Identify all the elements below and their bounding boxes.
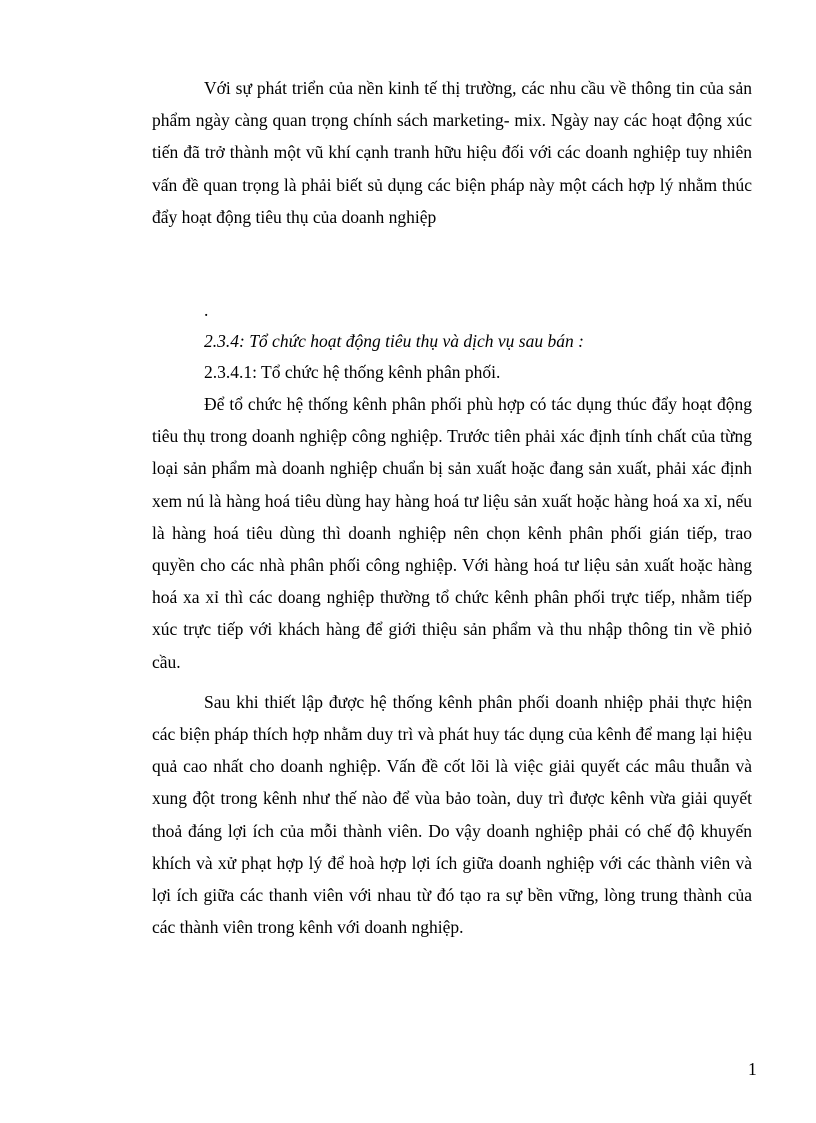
- document-page: [152, 72, 752, 943]
- paragraph-intro: Với sự phát triển của nền kinh tế thị trường, các nhu cầu về thông tin của sản phẩm ngày càng quan trọng chính sách marketing- mix. Ngày nay các hoạt động xúc tiến đã trở thành một vũ khí cạnh tranh hữu hiệu đối với các doanh nghiệp tuy nhiên vấn đề quan trọng là phải biết sủ dụng các biện pháp này một cách hợp lý nhằm thúc đẩy hoạt động tiêu thụ của doanh nghiệp: [152, 78, 752, 227]
- paragraph-channel-management: Sau khi thiết lập được hệ thống kênh phân phối doanh nhiệp phải thực hiện các biện pháp thích hợp nhằm duy trì và phát huy tác dụng của kênh để mang lại hiệu quả cao nhất cho doanh nghiệp. Vấn đề cốt lõi là việc giải quyết các mâu thuẫn và xung đột trong kênh như thế nào để vùa bảo toàn, duy trì được kênh vừa giải quyết thoả đáng lợi ích của mỗi thành viên. Do vậy doanh nghiệp phải có chế độ khuyến khích và xử phạt hợp lý để hoà hợp lợi ích giữa doanh nghiệp với các thành viên và lợi ích giữa các thanh viên với nhau từ đó tạo ra sự bền vững, lòng trung thành của các thành viên trong kênh với doanh nghiệp.: [152, 691, 752, 938]
- paragraph-distribution-channel: Để tổ chức hệ thống kênh phân phối phù hợp có tác dụng thúc đẩy hoạt động tiêu thụ trong doanh nghiệp công nghiệp. Trước tiên phải xác định tính chất của từng loại sản phẩm mà doanh nghiệp chuẩn bị sản xuất hoặc đang sản xuất, phải xác định xem nú là hàng hoá tiêu dùng hay hàng hoá tư liệu sản xuất hoặc hàng hoá xa xỉ, nếu là hàng hoá tiêu dùng thì doanh nghiệp nên chọn kênh phân phối gián tiếp, trao quyền cho các nhà phân phối công nghiệp. Với hàng hoá tư liệu sản xuất hoặc hàng hoá xa xỉ thì các doang nghiệp thường tổ chức kênh phân phối trực tiếp, nhằm tiếp xúc trực tiếp với khách hàng để giới thiệu sản phẩm và thu nhập thông tin về phiỏ cầu.: [152, 394, 752, 672]
- stray-mark: .: [204, 300, 209, 321]
- page-number: 1: [748, 1059, 757, 1079]
- section-heading: 2.3.4: Tổ chức hoạt động tiêu thụ và dịch vụ sau bán :: [204, 331, 584, 352]
- subsection-heading: 2.3.4.1: Tổ chức hệ thống kênh phân phối.: [204, 362, 501, 383]
